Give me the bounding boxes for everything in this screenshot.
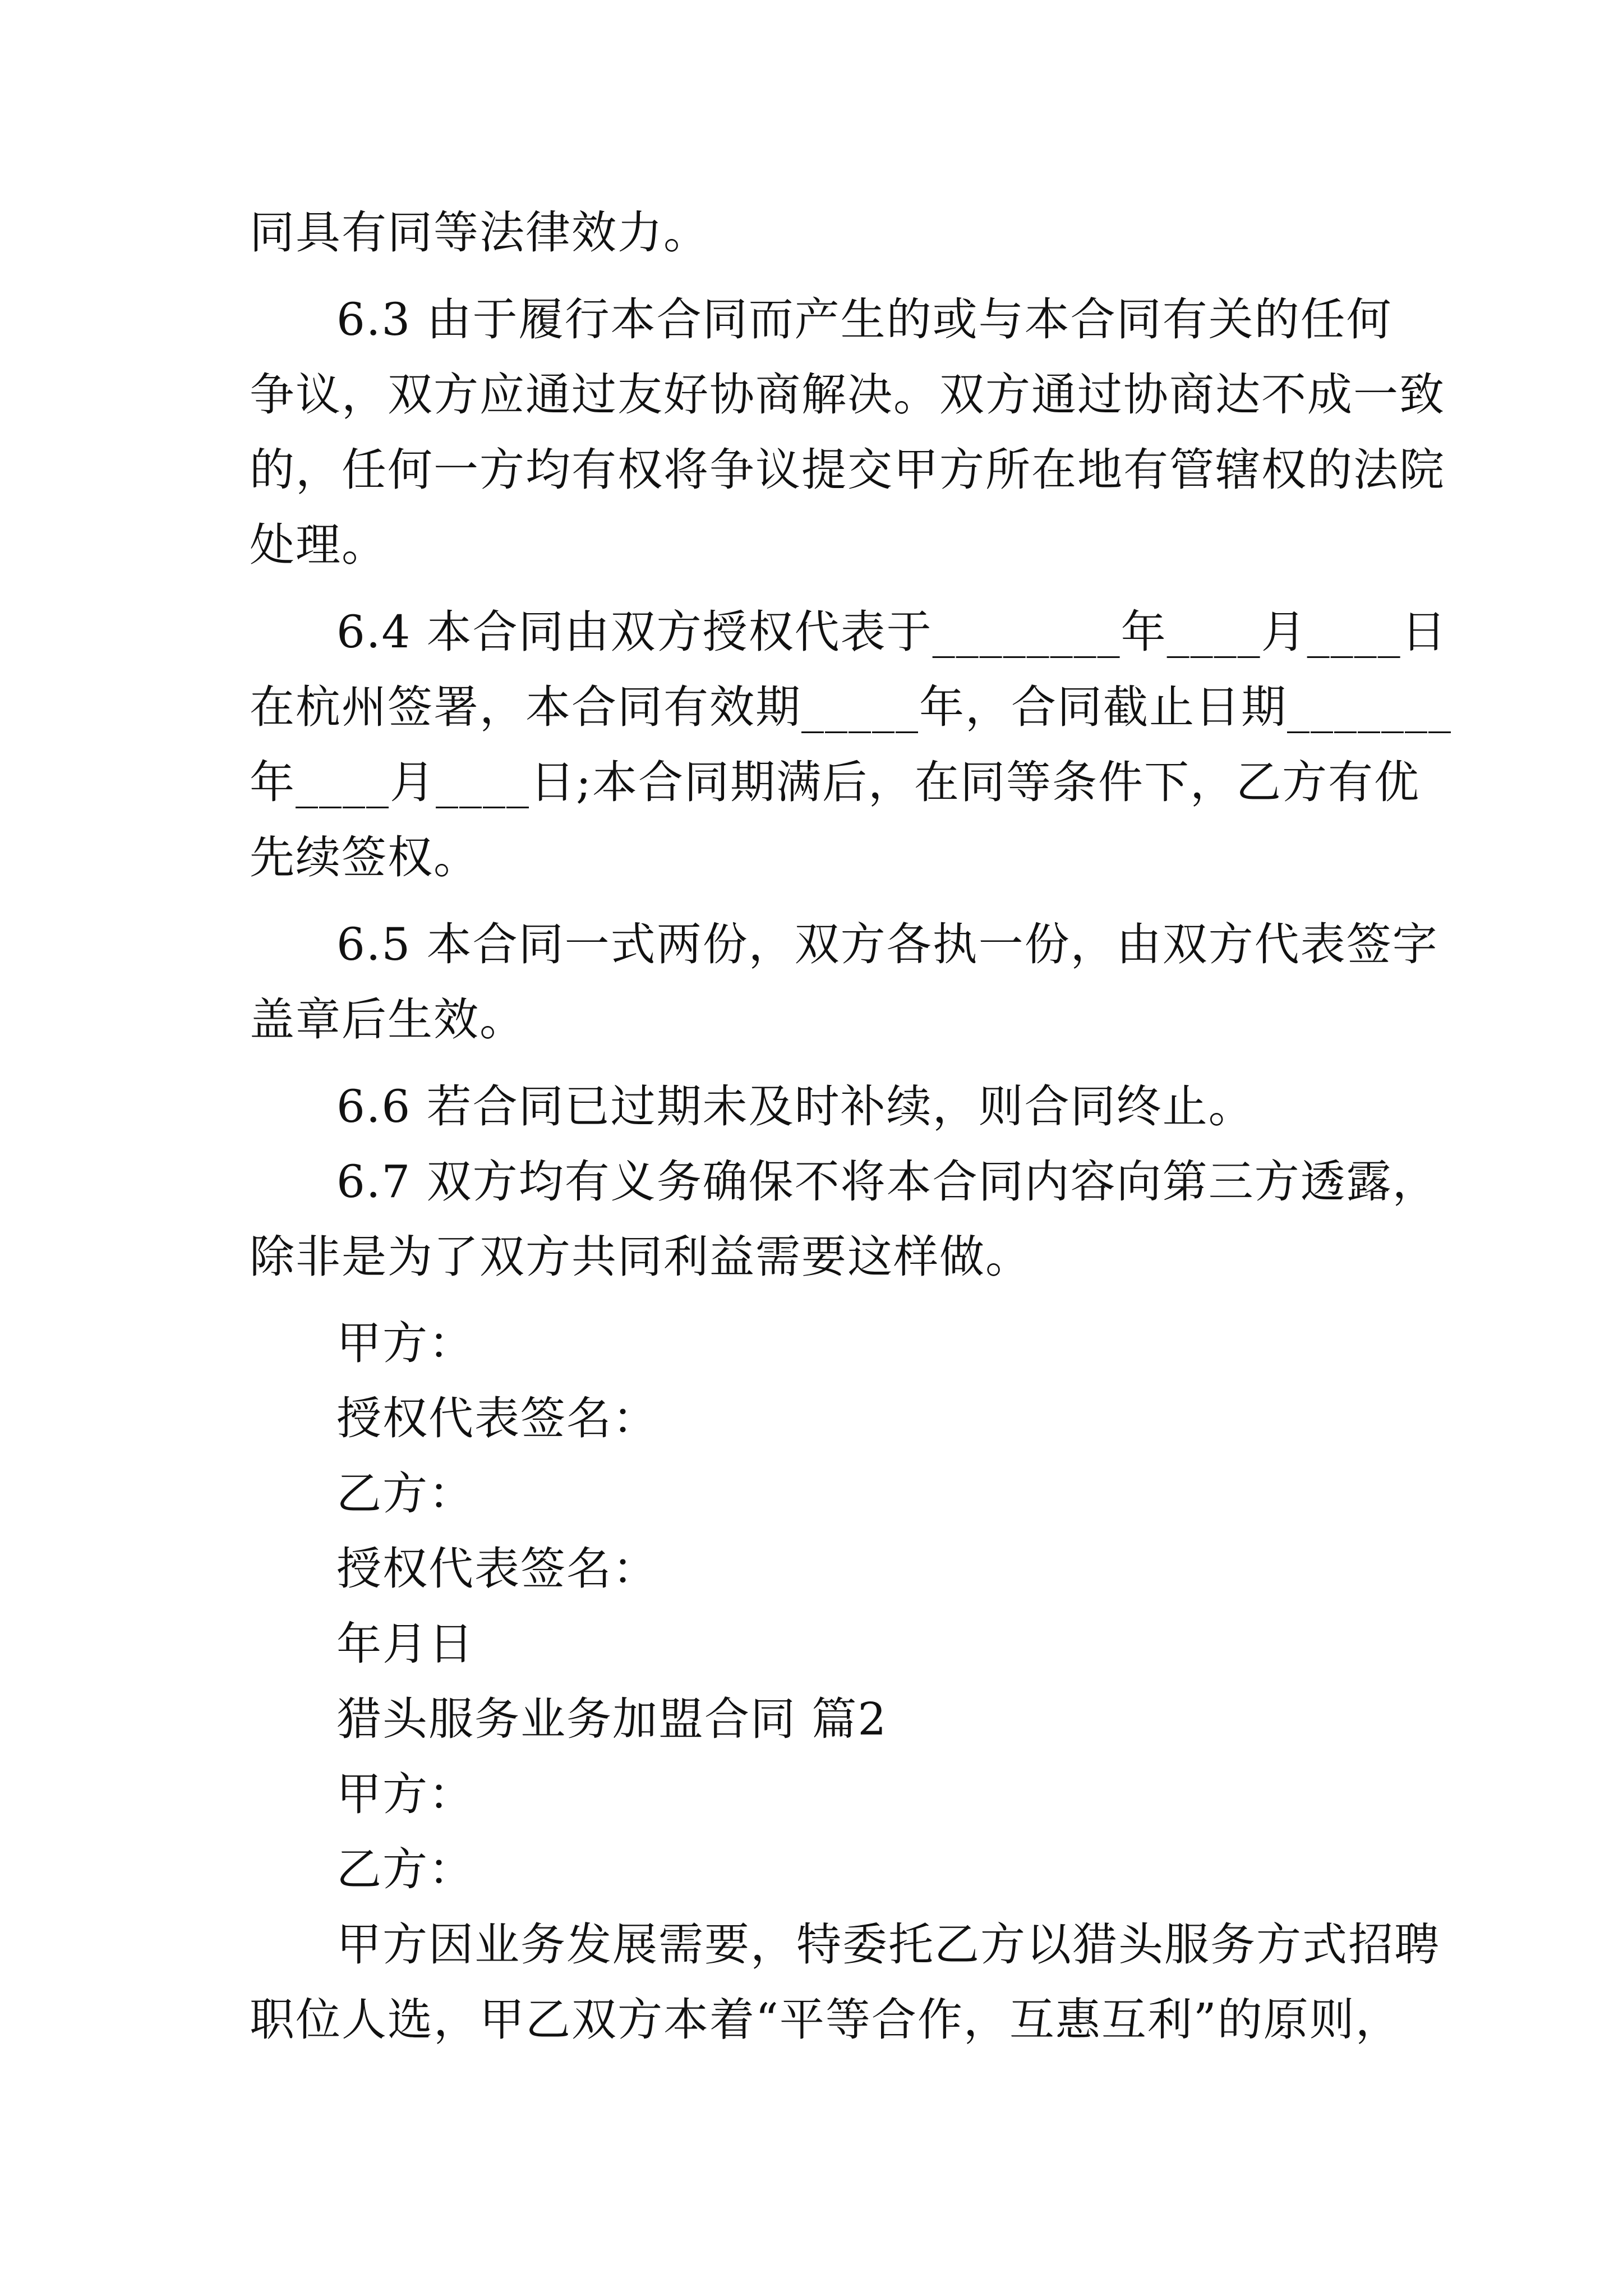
text-line: 盖章后生效。 [250,993,525,1046]
text-line: 处理。 [250,519,388,571]
party-b-label: 乙方： [336,1467,474,1520]
clause-6-5: 6.5 本合同一式两份，双方各执一份，由双方代表签字 [336,918,1438,970]
clause-6-7: 6.7 双方均有义务确保不将本合同内容向第三方透露， [336,1156,1438,1208]
date-label: 年月日 [336,1618,474,1670]
text-line: 同具有同等法律效力。 [250,206,709,259]
paragraph-line: 甲方因业务发展需要，特委托乙方以猎头服务方式招聘 [336,1918,1440,1971]
text-line: 的，任何一方均有权将争议提交甲方所在地有管辖权的法院 [250,444,1445,496]
text-line: 先续签权。 [250,831,479,884]
clause-6-3: 6.3 由于履行本合同而产生的或与本合同有关的任何 [336,293,1393,346]
party-a-label: 甲方： [336,1317,474,1369]
party-b-label: 乙方： [336,1843,474,1895]
text-line: 除非是为了双方共同利益需要这样做。 [250,1231,1031,1283]
text-line: 争议，双方应通过友好协商解决。双方通过协商达不成一致 [250,369,1445,421]
signature-label: 授权代表签名： [336,1392,658,1444]
clause-6-4: 6.4 本合同由双方授权代表于________年____月____日 [336,606,1447,658]
party-a-label: 甲方： [336,1768,474,1820]
signature-label: 授权代表签名： [336,1543,658,1595]
text-line: 年____月____日;本合同期满后，在同等条件下，乙方有优 [250,756,1420,808]
section-title: 猎头服务业务加盟合同 篇2 [336,1693,888,1745]
text-line: 在杭州签署，本合同有效期_____年，合同截止日期_______ [250,681,1452,733]
paragraph-line: 职位人选，甲乙双方本着“平等合作，互惠互利”的原则， [250,1994,1401,2046]
clause-6-6: 6.6 若合同已过期未及时补续，则合同终止。 [336,1080,1255,1133]
